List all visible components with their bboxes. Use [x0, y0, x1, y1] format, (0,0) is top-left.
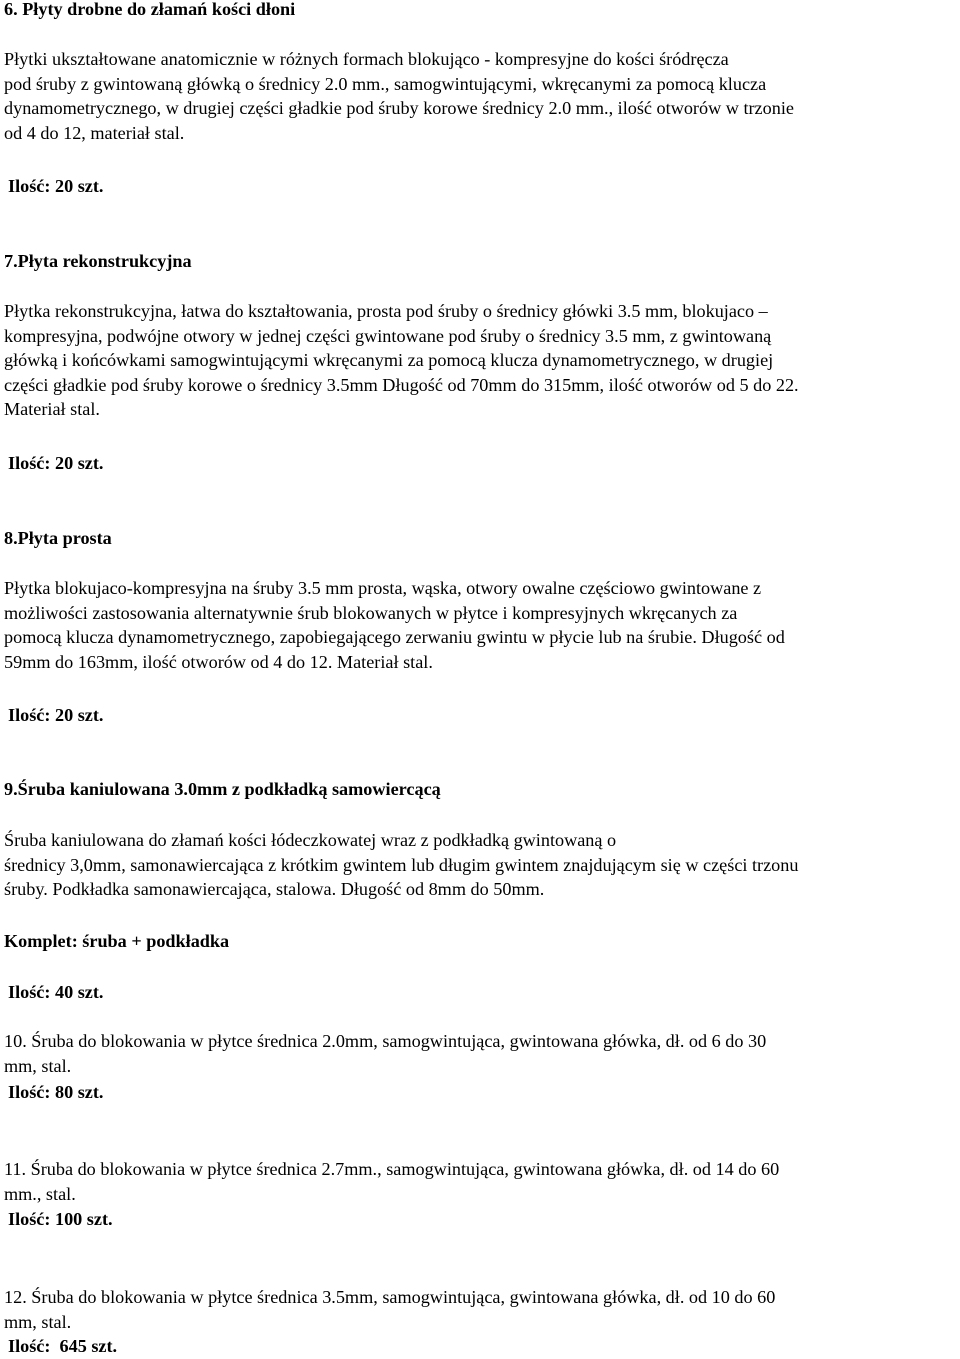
- body-line: mm, stal.: [4, 1311, 72, 1332]
- body-line: mm., stal.: [4, 1183, 76, 1204]
- body-line: Płytki ukształtowane anatomicznie w różnych formach blokująco - kompresyjne do kości śródręcza: [4, 49, 729, 69]
- section-8-body: [4, 576, 958, 674]
- body-line: śruby. Podkładka samonawiercająca, stalowa. Długość od 8mm do 50mm.: [4, 879, 545, 900]
- body-line: kompresyjna, podwójne otwory w jednej części gwintowane pod śruby o średnicy 3.5 mm, z gwintowaną: [4, 325, 772, 346]
- body-line: 10. Śruba do blokowania w płytce średnica 2.0mm, samogwintująca, gwintowana główka, dł. od 6 do 30: [4, 1031, 767, 1051]
- body-line: 11. Śruba do blokowania w płytce średnica 2.7mm., samogwintująca, gwintowana główka, dł. od 14 do 60: [4, 1159, 780, 1179]
- body-line: pod śruby z gwintowaną główką o średnicy 2.0 mm., samogwintującymi, wkręcanymi za pomocą klucza: [4, 73, 767, 94]
- item-12-body: [4, 1285, 958, 1334]
- body-line: Materiał stal.: [4, 399, 100, 420]
- body-line: pomocą klucza dynamometrycznego, zapobiegającego zerwaniu gwintu w płycie lub na śrubie. Długość od: [4, 627, 785, 648]
- body-line: Płytka rekonstrukcyjna, łatwa do kształtowania, prosta pod śruby o średnicy główki 3.5 mm, blokujaco –: [4, 301, 768, 321]
- body-line: dynamometrycznego, w drugiej części gładkie pod śruby korowe średnicy 2.0 mm., ilość otworów w trzonie: [4, 98, 794, 119]
- body-line: części gładkie pod śruby korowe o średnicy 3.5mm Długość od 70mm do 315mm, ilość otworów od 5 do 22.: [4, 374, 799, 395]
- body-line: mm, stal.: [4, 1055, 72, 1076]
- section-9-kit: Komplet: śruba + podkładka: [4, 931, 230, 951]
- body-line: 59mm do 163mm, ilość otworów od 4 do 12. Materiał stal.: [4, 651, 433, 672]
- section-7-quantity: Ilość: 20 szt.: [8, 453, 104, 473]
- section-7-body: [4, 299, 958, 422]
- section-9-body: [4, 828, 958, 902]
- section-6-quantity: Ilość: 20 szt.: [8, 176, 104, 196]
- section-9-heading: 9.Śruba kaniulowana 3.0mm z podkładką samowiercącą: [4, 779, 441, 799]
- section-6-heading: 6. Płyty drobne do złamań kości dłoni: [4, 0, 296, 19]
- body-line: główką i końcówkami samogwintującymi wkręcanymi za pomocą klucza dynamometrycznego, w drugiej: [4, 350, 774, 371]
- section-6-body: [4, 47, 958, 145]
- body-line: Płytka blokujaco-kompresyjna na śruby 3.5 mm prosta, wąska, otwory owalne częściowo gwintowane z: [4, 578, 762, 598]
- body-line: Śruba kaniulowana do złamań kości łódeczkowatej wraz z podkładką gwintowaną o: [4, 830, 617, 850]
- section-8-heading: 8.Płyta prosta: [4, 528, 112, 548]
- item-11-body: [4, 1157, 958, 1206]
- body-line: od 4 do 12, materiał stal.: [4, 122, 185, 143]
- body-line: 12. Śruba do blokowania w płytce średnica 3.5mm, samogwintująca, gwintowana główka, dł. od 10 do 60: [4, 1287, 776, 1307]
- item-10-body: [4, 1029, 958, 1078]
- body-line: średnicy 3,0mm, samonawiercająca z krótkim gwintem lub długim gwintem znajdującym się w części trzonu: [4, 854, 799, 875]
- item-12-quantity: Ilość: 645 szt.: [8, 1336, 118, 1356]
- body-line: możliwości zastosowania alternatywnie śrub blokowanych w płytce i kompresyjnych wkręcanych za: [4, 602, 738, 623]
- item-10-quantity: Ilość: 80 szt.: [8, 1082, 104, 1102]
- item-11-quantity: Ilość: 100 szt.: [8, 1209, 113, 1229]
- section-9-quantity: Ilość: 40 szt.: [8, 982, 104, 1002]
- section-7-heading: 7.Płyta rekonstrukcyjna: [4, 251, 192, 271]
- section-8-quantity: Ilość: 20 szt.: [8, 705, 104, 725]
